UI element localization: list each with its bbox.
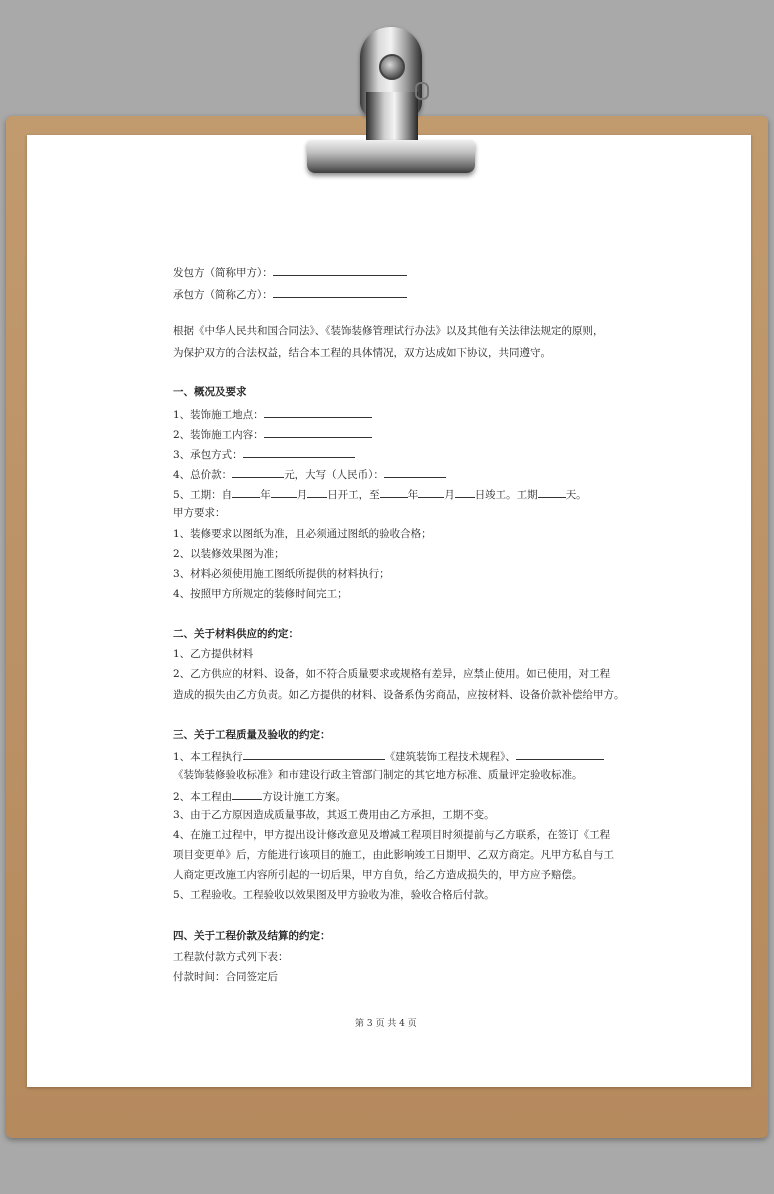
clause: 《装饰装修验收标准》和市建设行政主管部门制定的其它地方标准、质量评定验收标准。 <box>173 769 583 781</box>
clause: 人商定更改施工内容所引起的一切后果，甲方自负，给乙方造成损失的，甲方应予赔偿。 <box>173 869 583 881</box>
clause: 2、本工程由 方设计施工方案。 <box>173 788 346 804</box>
intro-paragraph: 为保护双方的合法权益，结合本工程的具体情况，双方达成如下协议，共同遵守。 <box>173 347 551 359</box>
blank-field <box>273 286 407 298</box>
clause: 1、本工程执行 《建筑装饰工程技术规程》、 <box>173 748 604 764</box>
page-number: 第 3 页 共 4 页 <box>355 1019 417 1029</box>
clause: 5、工程验收。工程验收以效果图及甲方验收为准，验收合格后付款。 <box>173 889 495 901</box>
section-heading: 四、关于工程价款及结算的约定： <box>173 930 331 942</box>
clause: 3、材料必须使用施工图纸所提供的材料执行； <box>173 568 390 580</box>
clause: 4、在施工过程中，甲方提出设计修改意见及增减工程项目时须提前与乙方联系，在签订《工程 <box>173 829 611 841</box>
clause: 项目变更单》后，方能进行该项目的施工，由此影响竣工日期甲、乙双方商定。凡甲方私自与工 <box>173 849 614 861</box>
clause: 2、以装修效果图为准； <box>173 548 285 560</box>
clause: 4、按照甲方所规定的装修时间完工； <box>173 588 348 600</box>
party-a-line: 发包方（简称甲方）： <box>173 264 407 280</box>
section-heading: 三、关于工程质量及验收的约定： <box>173 729 331 741</box>
clause: 3、由于乙方原因造成质量事故，其返工费用由乙方承担，工期不变。 <box>173 809 495 821</box>
clause: 甲方要求： <box>173 507 226 519</box>
clause: 1、装修要求以图纸为准，且必须通过图纸的验收合格； <box>173 528 432 540</box>
clause: 1、乙方提供材料 <box>173 648 254 660</box>
party-b-line: 承包方（简称乙方）： <box>173 286 407 302</box>
clause: 工程款付款方式列下表： <box>173 951 289 963</box>
clause: 付款时间：合同签定后 <box>173 971 278 983</box>
clause: 5、工期：自 年 月 日开工，至 年 月 日竣工。工期 天。 <box>173 486 587 502</box>
section-heading: 一、概况及要求 <box>173 386 247 398</box>
intro-paragraph: 根据《中华人民共和国合同法》、《装饰装修管理试行办法》以及其他有关法律法规定的原则， <box>173 325 604 337</box>
clause: 造成的损失由乙方负责。如乙方提供的材料、设备系伪劣商品，应按材料、设备价款补偿给甲方。 <box>173 689 625 701</box>
clause: 1、装饰施工地点： <box>173 406 372 422</box>
clause: 2、装饰施工内容： <box>173 426 372 442</box>
clause: 4、总价款： 元，大写（人民币）： <box>173 466 446 482</box>
blank-field <box>273 264 407 276</box>
section-heading: 二、关于材料供应的约定： <box>173 628 299 640</box>
clause: 2、乙方供应的材料、设备，如不符合质量要求或规格有差异，应禁止使用。如已使用，对工程 <box>173 668 611 680</box>
clause: 3、承包方式： <box>173 446 355 462</box>
